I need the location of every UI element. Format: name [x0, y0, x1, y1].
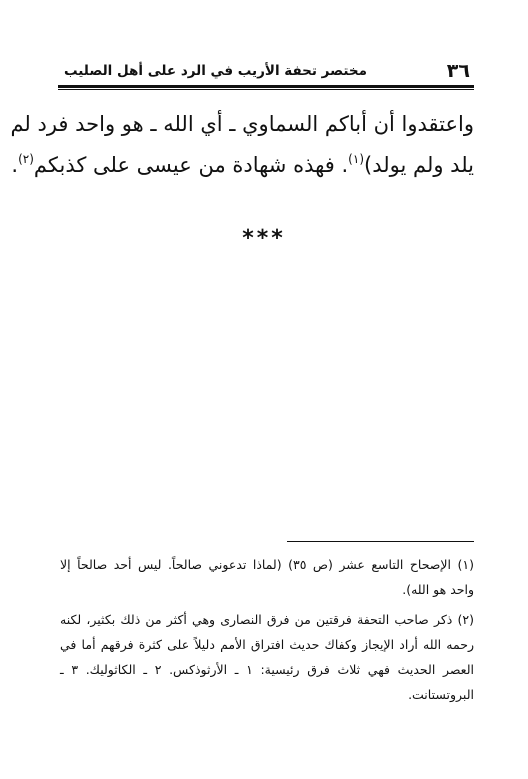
footnote-1-line-1: (١) الإصحاح التاسع عشر (ص ٣٥) (لماذا تدعوني صالحاً. ليس أحد صالحاً إلا	[60, 557, 474, 572]
page-number: ٣٦	[446, 60, 470, 82]
footnote-ref-2[interactable]: (٢)	[18, 152, 34, 166]
footnote-rule	[287, 541, 474, 542]
header-rule-thin	[58, 89, 474, 90]
footnote-2-line-2: رحمه الله أراد الإيجاز وكفاك حديث افتراق الأمم دليلاً على كثرة فرقهم أما في	[60, 637, 474, 652]
footnote-ref-1[interactable]: (١)	[348, 152, 364, 166]
footnote-2-line-3: العصر الحديث فهي ثلاث فرق رئيسية: ١ ـ الأرثوذكس. ٢ ـ الكاثوليك. ٣ ـ	[60, 662, 474, 677]
body-line-1: واعتقدوا أن أباكم السماوي ـ أي الله ـ هو واحد فرد لم	[10, 112, 474, 136]
footnote-2-line-1: (٢) ذكر صاحب التحفة فرقتين من فرق النصارى وهي أكثر من ذلك بكثير، لكنه	[60, 612, 474, 627]
page-header	[58, 58, 474, 84]
running-title: مختصر تحفة الأريب في الرد على أهل الصليب	[64, 63, 367, 79]
section-separator: ***	[242, 226, 286, 251]
footnote-2	[60, 607, 474, 707]
header-rule-thick	[58, 85, 474, 88]
main-text	[10, 104, 474, 186]
body-line-2-part-a: يلد ولم يولد)	[364, 153, 474, 177]
body-line-2-part-c: .	[11, 153, 19, 177]
body-line-2-part-b: . فهذه شهادة من عيسى على كذبكم	[33, 153, 349, 177]
footnote-2-line-4: البروتستانت.	[408, 687, 474, 702]
footnote-1	[60, 552, 474, 602]
footnote-1-line-2: واحد هو الله).	[402, 582, 474, 597]
footnotes	[60, 552, 474, 712]
body-line-2	[11, 145, 474, 186]
